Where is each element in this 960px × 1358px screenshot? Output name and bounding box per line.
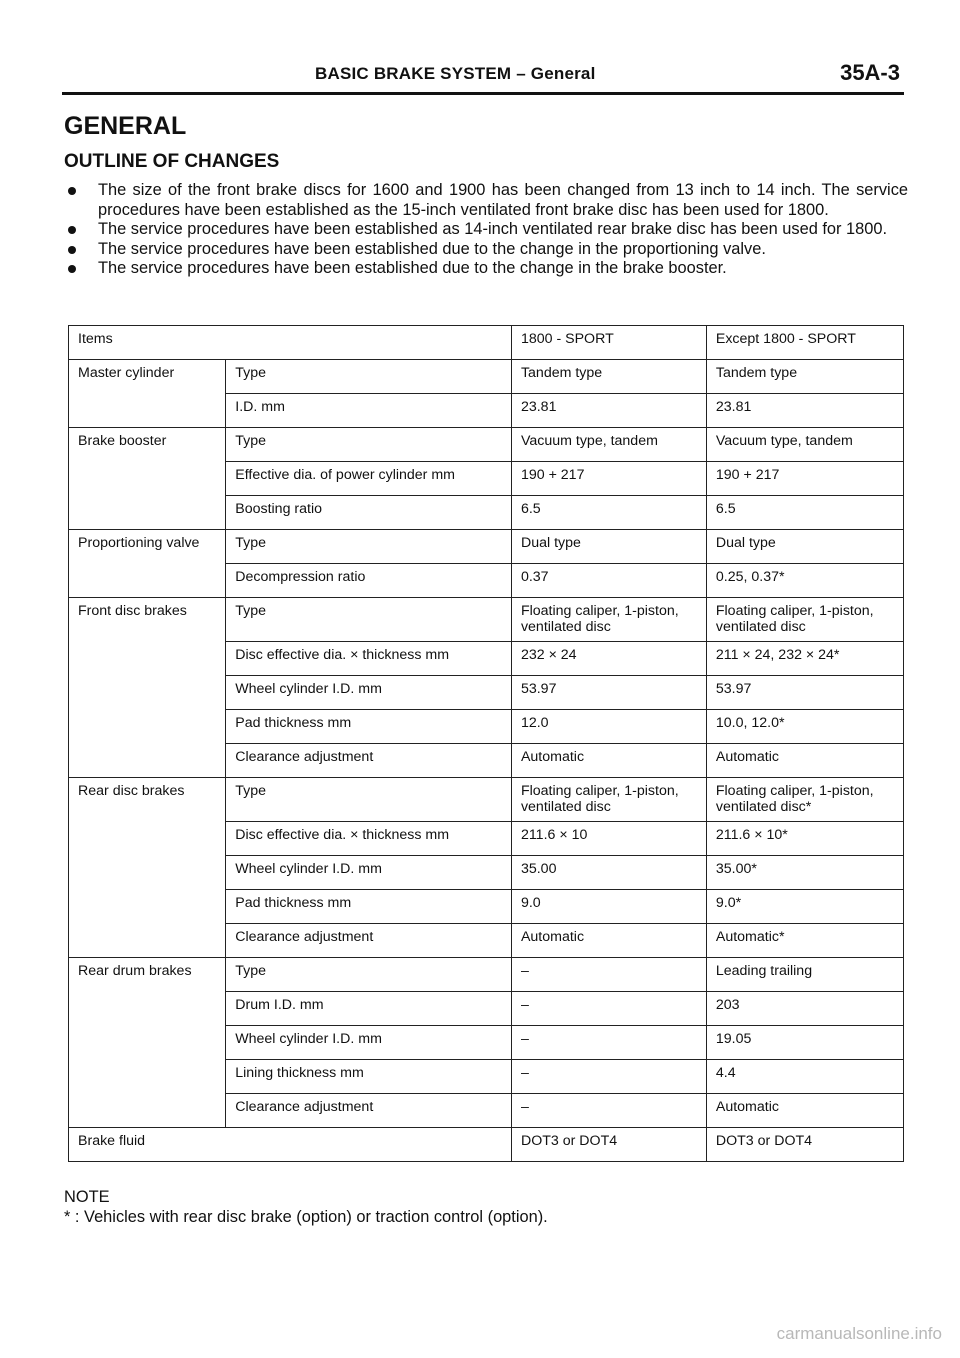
value-cell-1800-sport: 35.00: [511, 856, 706, 890]
table-row-brake-fluid: [69, 1128, 904, 1162]
group-name-cell: Rear drum brakes: [69, 958, 226, 1128]
value-cell-1800-sport: –: [511, 1060, 706, 1094]
item-cell: Pad thickness mm: [226, 710, 512, 744]
value-cell-1800-sport: Floating caliper, 1-piston, ventilated disc: [511, 598, 706, 642]
item-cell: Type: [226, 428, 512, 462]
table-row: [69, 958, 904, 992]
item-cell: Type: [226, 598, 512, 642]
value-cell-1800-sport: 0.37: [511, 564, 706, 598]
bullet-dot-icon: [68, 246, 76, 254]
item-cell: Clearance adjustment: [226, 1094, 512, 1128]
group-name-cell: Front disc brakes: [69, 598, 226, 778]
group-name-cell: Proportioning valve: [69, 530, 226, 598]
item-cell: Wheel cylinder I.D. mm: [226, 676, 512, 710]
table-row: [69, 428, 904, 462]
value-cell-1800-sport: –: [511, 1026, 706, 1060]
note-label: NOTE: [64, 1188, 110, 1206]
item-cell: Wheel cylinder I.D. mm: [226, 856, 512, 890]
item-cell: Type: [226, 958, 512, 992]
value-cell-1800-sport: DOT3 or DOT4: [511, 1128, 706, 1162]
bullet-item: [66, 181, 908, 220]
value-cell-except-1800-sport: 19.05: [706, 1026, 903, 1060]
specification-table-body: [69, 326, 904, 1162]
item-cell: Wheel cylinder I.D. mm: [226, 1026, 512, 1060]
value-cell-1800-sport: Vacuum type, tandem: [511, 428, 706, 462]
value-cell-except-1800-sport: Automatic*: [706, 924, 903, 958]
value-cell-except-1800-sport: 0.25, 0.37*: [706, 564, 903, 598]
item-cell: Decompression ratio: [226, 564, 512, 598]
item-cell: Drum I.D. mm: [226, 992, 512, 1026]
value-cell-1800-sport: 9.0: [511, 890, 706, 924]
header-cell-except-1800-sport: Except 1800 - SPORT: [706, 326, 903, 360]
value-cell-except-1800-sport: 6.5: [706, 496, 903, 530]
value-cell-except-1800-sport: Floating caliper, 1-piston, ventilated disc*: [706, 778, 903, 822]
value-cell-1800-sport: 232 × 24: [511, 642, 706, 676]
item-cell: Lining thickness mm: [226, 1060, 512, 1094]
value-cell-except-1800-sport: 190 + 217: [706, 462, 903, 496]
bullet-item: [66, 240, 908, 260]
value-cell-except-1800-sport: 211 × 24, 232 × 24*: [706, 642, 903, 676]
table-row: [69, 778, 904, 822]
value-cell-except-1800-sport: Dual type: [706, 530, 903, 564]
bullet-dot-icon: [68, 226, 76, 234]
item-cell: Type: [226, 778, 512, 822]
specification-table: [68, 325, 904, 1162]
item-cell: Brake fluid: [69, 1128, 512, 1162]
header-cell-items: Items: [69, 326, 512, 360]
item-cell: Type: [226, 360, 512, 394]
page-header: [62, 58, 904, 95]
item-cell: Clearance adjustment: [226, 744, 512, 778]
value-cell-except-1800-sport: Vacuum type, tandem: [706, 428, 903, 462]
bullet-text: The size of the front brake discs for 1600 and 1900 has been changed from 13 inch to 14 inch. The service procedures have been established as the 15-inch ventilated front brake disc has been used for 1800.: [98, 181, 908, 219]
value-cell-1800-sport: 23.81: [511, 394, 706, 428]
value-cell-except-1800-sport: Automatic: [706, 1094, 903, 1128]
value-cell-1800-sport: 12.0: [511, 710, 706, 744]
item-cell: Disc effective dia. × thickness mm: [226, 642, 512, 676]
value-cell-1800-sport: 6.5: [511, 496, 706, 530]
subsection-title: OUTLINE OF CHANGES: [64, 151, 280, 172]
bullet-item: [66, 259, 908, 279]
item-cell: Disc effective dia. × thickness mm: [226, 822, 512, 856]
value-cell-except-1800-sport: 35.00*: [706, 856, 903, 890]
bullet-text: The service procedures have been established due to the change in the proportioning valve.: [98, 239, 766, 258]
note: [64, 1187, 548, 1227]
bullet-item: [66, 220, 908, 240]
table-row: [69, 598, 904, 642]
item-cell: I.D. mm: [226, 394, 512, 428]
value-cell-except-1800-sport: Leading trailing: [706, 958, 903, 992]
group-name-cell: Rear disc brakes: [69, 778, 226, 958]
bullet-dot-icon: [68, 187, 76, 195]
header-title: BASIC BRAKE SYSTEM – General: [315, 64, 596, 83]
value-cell-except-1800-sport: DOT3 or DOT4: [706, 1128, 903, 1162]
item-cell: Effective dia. of power cylinder mm: [226, 462, 512, 496]
group-name-cell: Brake booster: [69, 428, 226, 530]
group-name-cell: Master cylinder: [69, 360, 226, 428]
value-cell-except-1800-sport: 10.0, 12.0*: [706, 710, 903, 744]
value-cell-1800-sport: 190 + 217: [511, 462, 706, 496]
section-title: GENERAL: [64, 112, 187, 140]
bullet-dot-icon: [68, 265, 76, 273]
value-cell-1800-sport: 53.97: [511, 676, 706, 710]
value-cell-except-1800-sport: Floating caliper, 1-piston, ventilated disc: [706, 598, 903, 642]
value-cell-except-1800-sport: 9.0*: [706, 890, 903, 924]
table-row: [69, 360, 904, 394]
value-cell-1800-sport: Automatic: [511, 924, 706, 958]
value-cell-except-1800-sport: 211.6 × 10*: [706, 822, 903, 856]
page-number: 35A-3: [840, 60, 900, 85]
value-cell-1800-sport: 211.6 × 10: [511, 822, 706, 856]
item-cell: Boosting ratio: [226, 496, 512, 530]
outline-bullet-list: [66, 181, 908, 279]
value-cell-except-1800-sport: 53.97: [706, 676, 903, 710]
value-cell-1800-sport: Dual type: [511, 530, 706, 564]
watermark: carmanualsonline.info: [776, 1324, 942, 1343]
value-cell-except-1800-sport: 23.81: [706, 394, 903, 428]
value-cell-1800-sport: Automatic: [511, 744, 706, 778]
value-cell-1800-sport: Tandem type: [511, 360, 706, 394]
bullet-text: The service procedures have been established due to the change in the brake booster.: [98, 259, 727, 277]
value-cell-1800-sport: Floating caliper, 1-piston, ventilated disc: [511, 778, 706, 822]
value-cell-1800-sport: –: [511, 1094, 706, 1128]
table-header-row: [69, 326, 904, 360]
bullet-text: The service procedures have been established as 14-inch ventilated rear brake disc has been used for 1800.: [98, 220, 888, 238]
item-cell: Clearance adjustment: [226, 924, 512, 958]
value-cell-1800-sport: –: [511, 958, 706, 992]
value-cell-except-1800-sport: 4.4: [706, 1060, 903, 1094]
header-cell-1800-sport: 1800 - SPORT: [511, 326, 706, 360]
item-cell: Pad thickness mm: [226, 890, 512, 924]
note-text: * : Vehicles with rear disc brake (option) or traction control (option).: [64, 1208, 548, 1226]
value-cell-except-1800-sport: 203: [706, 992, 903, 1026]
item-cell: Type: [226, 530, 512, 564]
value-cell-except-1800-sport: Automatic: [706, 744, 903, 778]
table-row: [69, 530, 904, 564]
value-cell-1800-sport: –: [511, 992, 706, 1026]
value-cell-except-1800-sport: Tandem type: [706, 360, 903, 394]
